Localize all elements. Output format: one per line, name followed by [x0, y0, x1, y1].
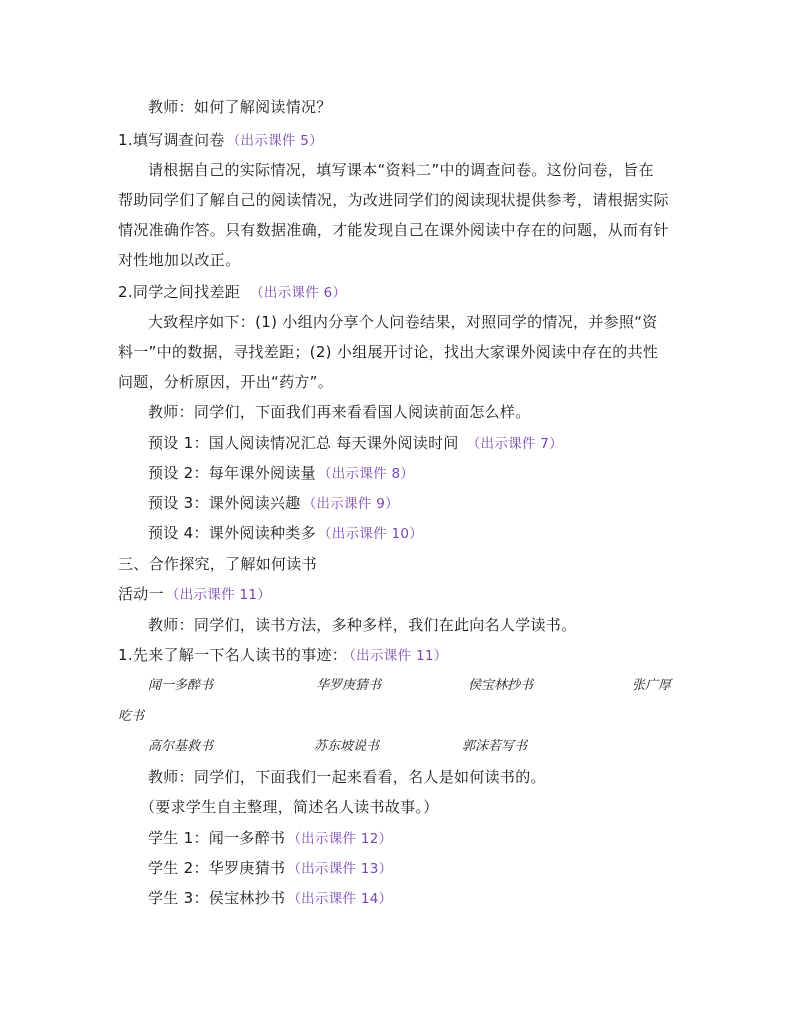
- student-text: 学生 3：侯宝林抄书: [148, 889, 286, 907]
- paragraph-line: 料一”中的数据，寻找差距；(2) 小组展开讨论，找出大家课外阅读中存在的共性: [118, 343, 659, 361]
- paragraph-line: 教师：同学们，下面我们再来看看国人阅读前面怎么样。: [148, 403, 531, 421]
- activity-text: 活动一: [118, 585, 164, 603]
- courseware-ref: （出示课件 11）: [165, 587, 272, 603]
- preset-2: [148, 463, 414, 484]
- student-text: 学生 2：华罗庚猜书: [148, 859, 286, 877]
- preset-text: 预设 1：国人阅读情况汇总 每天课外阅读时间: [148, 434, 459, 452]
- paragraph-line: 问题，分析原因，开出“药方”。: [118, 373, 334, 391]
- courseware-ref: （出示课件 12）: [287, 831, 393, 847]
- student-1: [148, 828, 392, 849]
- paragraph-line: 教师：同学们，读书方法，多种多样，我们在此向名人学读书。: [148, 616, 577, 634]
- story-label: 苏东坡说书: [314, 739, 380, 754]
- preset-text: 预设 2：每年课外阅读量: [148, 464, 316, 482]
- step-1-heading: [118, 130, 323, 151]
- section-heading: 三、合作探究，了解如何读书: [118, 555, 317, 573]
- preset-text: 预设 4：课外阅读种类多: [148, 524, 316, 542]
- paragraph-line: 请根据自己的实际情况，填写课本“资料二”中的调查问卷。这份问卷，旨在: [148, 161, 654, 179]
- story-label: 侯宝林抄书: [468, 678, 534, 693]
- story-label: 吃书: [118, 709, 145, 724]
- activity-1: [118, 584, 271, 605]
- preset-1: [148, 433, 563, 454]
- student-3: [148, 888, 392, 909]
- courseware-ref: （出示课件 6）: [250, 285, 347, 301]
- paragraph-line: 情况准确作答。只有数据准确，才能发现自己在课外阅读中存在的问题，从而有针: [118, 221, 669, 239]
- courseware-ref: （出示课件 10）: [317, 526, 424, 542]
- courseware-ref: （出示课件 14）: [287, 891, 393, 907]
- step-2-text: 2.同学之间找差距: [118, 283, 241, 301]
- teacher-question: 教师：如何了解阅读情况？: [148, 98, 332, 116]
- story-label: 高尔基救书: [148, 739, 214, 754]
- courseware-ref: （出示课件 8）: [317, 466, 415, 482]
- preset-3: [148, 493, 399, 514]
- courseware-ref: （出示课件 11）: [349, 648, 448, 664]
- paragraph-line: 大致程序如下：(1) 小组内分享个人问卷结果，对照同学的情况，并参照“资: [148, 313, 658, 331]
- courseware-ref: （出示课件 5）: [226, 133, 323, 149]
- student-text: 学生 1：闻一多醉书: [148, 829, 286, 847]
- step-1-text: 1.填写调查问卷: [118, 131, 225, 149]
- courseware-ref: （出示课件 9）: [302, 496, 399, 512]
- intro-text: 1.先来了解一下名人读书的事迹：: [118, 646, 348, 664]
- courseware-ref: （出示课件 13）: [287, 861, 393, 877]
- story-label: 张广厚: [632, 678, 672, 693]
- story-label: 郭沫若写书: [462, 739, 528, 754]
- preset-4: [148, 523, 423, 544]
- preset-text: 预设 3：课外阅读兴趣: [148, 494, 301, 512]
- student-2: [148, 858, 392, 879]
- paragraph-line: 帮助同学们了解自己的阅读情况，为改进同学们的阅读现状提供参考，请根据实际: [118, 191, 669, 209]
- famous-reading-intro: [118, 645, 448, 666]
- paragraph-line: （要求学生自主整理，简述名人读书故事。）: [140, 798, 439, 816]
- paragraph-line: 对性地加以改正。: [118, 251, 241, 269]
- step-2-heading: [118, 282, 346, 303]
- story-label: 闻一多醉书: [148, 678, 214, 693]
- story-label: 华罗庚猜书: [316, 678, 382, 693]
- paragraph-line: 教师：同学们，下面我们一起来看看，名人是如何读书的。: [148, 768, 546, 786]
- courseware-ref: （出示课件 7）: [466, 436, 563, 452]
